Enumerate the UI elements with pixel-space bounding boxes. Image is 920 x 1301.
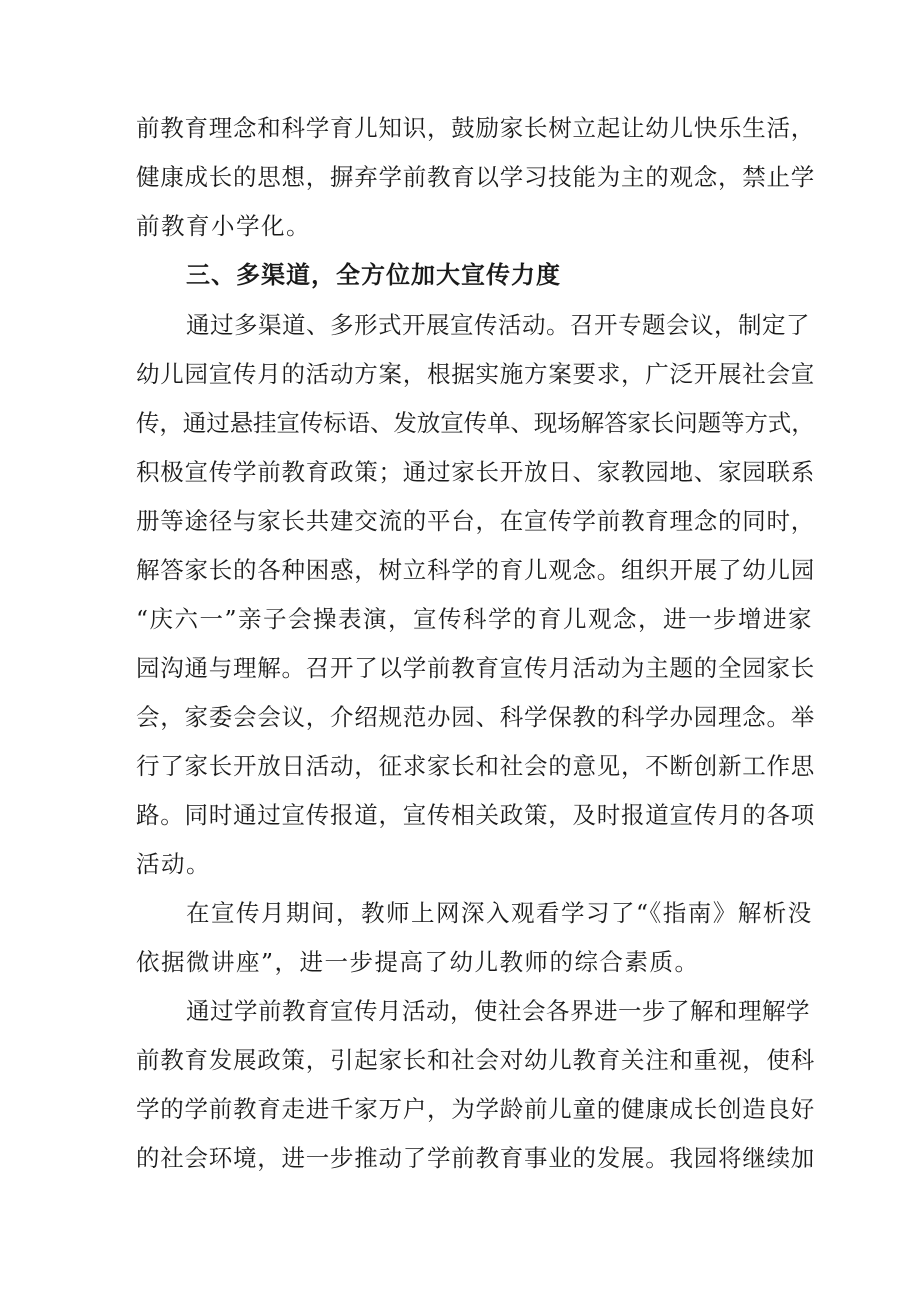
text-line: 路。同时通过宣传报道，宣传相关政策，及时报道宣传月的各项 [136, 801, 815, 829]
section-heading: 三、多渠道，全方位加大宣传力度 [186, 261, 561, 289]
text-line: 在宣传月期间，教师上网深入观看学习了“《指南》解析没 [186, 899, 813, 927]
text-line: 园沟通与理解。召开了以学前教育宣传月活动为主题的全园家长 [136, 654, 815, 682]
text-line: 册等途径与家长共建交流的平台，在宣传学前教育理念的同时， [136, 507, 815, 535]
text-line: 学的学前教育走进千家万户，为学龄前儿童的健康成长创造良好 [136, 1095, 815, 1123]
text-line: 前教育小学化。 [136, 212, 311, 240]
text-line: 通过学前教育宣传月活动，使社会各界进一步了解和理解学 [186, 997, 810, 1025]
text-line: 行了家长开放日活动，征求家长和社会的意见，不断创新工作思 [136, 752, 815, 780]
text-line: 通过多渠道、多形式开展宣传活动。召开专题会议，制定了 [186, 311, 810, 339]
text-line: 依据微讲座”，进一步提高了幼儿教师的综合素质。 [136, 948, 700, 976]
text-line: 解答家长的各种困惑，树立科学的育儿观念。组织开展了幼儿园 [136, 556, 815, 584]
text-line: 前教育发展政策，引起家长和社会对幼儿教育关注和重视，使科 [136, 1046, 815, 1074]
text-line: 传，通过悬挂宣传标语、发放宣传单、现场解答家长问题等方式， [136, 409, 815, 437]
text-line: 积极宣传学前教育政策；通过家长开放日、家教园地、家园联系 [136, 458, 815, 486]
text-line: 前教育理念和科学育儿知识，鼓励家长树立起让幼儿快乐生活， [136, 114, 815, 142]
text-line: 的社会环境，进一步推动了学前教育事业的发展。我园将继续加 [136, 1144, 815, 1172]
text-line: 健康成长的思想，摒弃学前教育以学习技能为主的观念，禁止学 [136, 163, 815, 191]
text-line: 会，家委会会议，介绍规范办园、科学保教的科学办园理念。举 [136, 703, 815, 731]
text-line: 活动。 [136, 850, 211, 878]
text-line: 幼儿园宣传月的活动方案，根据实施方案要求，广泛开展社会宣 [136, 360, 815, 388]
text-line: “庆六一”亲子会操表演，宣传科学的育儿观念，进一步增进家 [136, 605, 814, 633]
